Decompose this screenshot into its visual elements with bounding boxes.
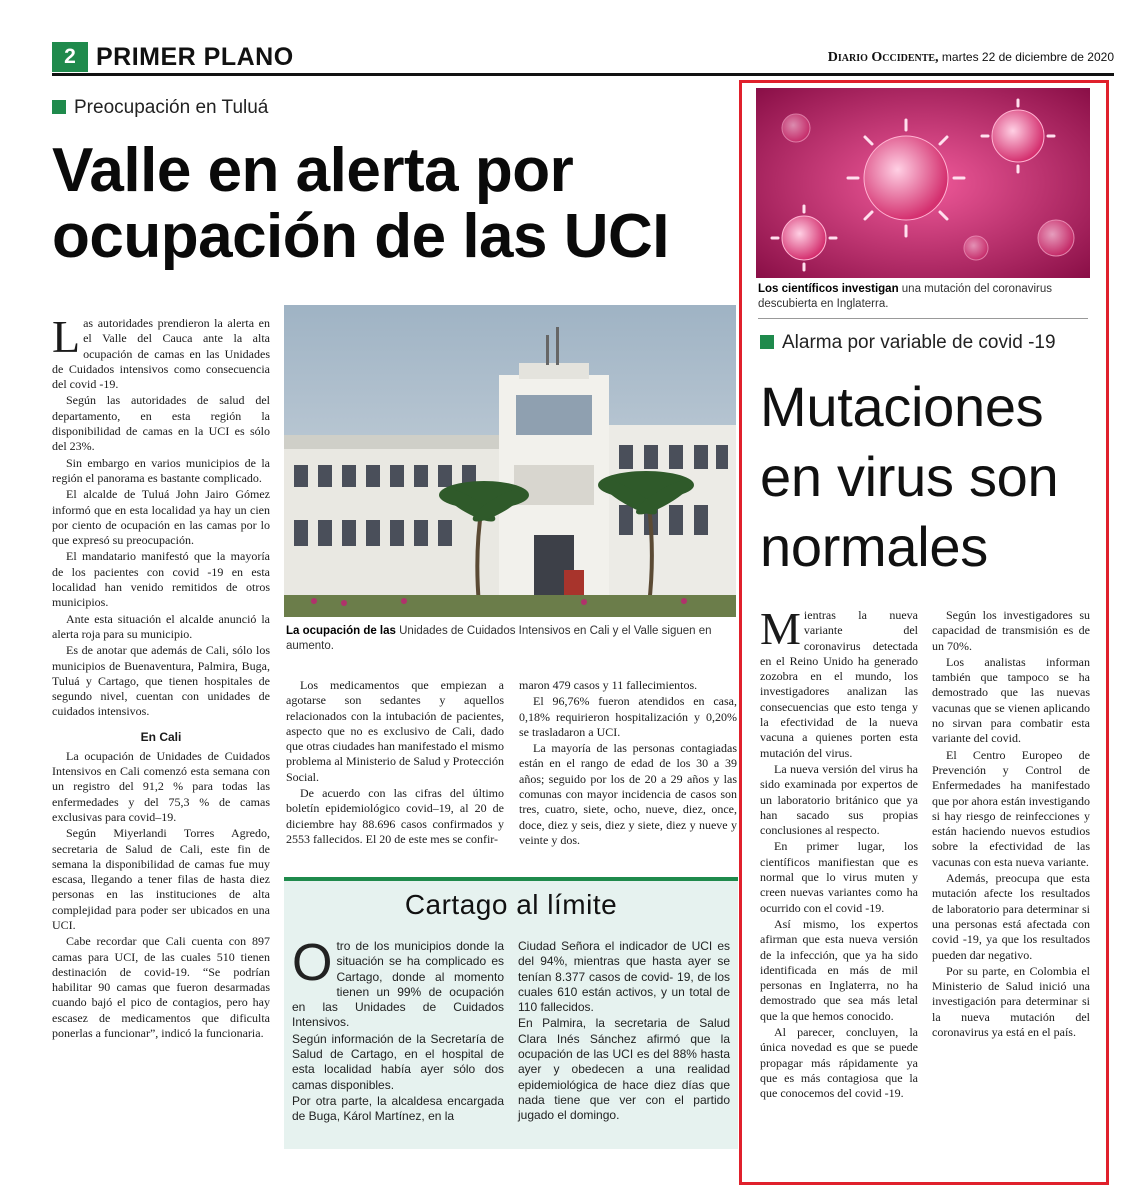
paragraph: Al parecer, concluyen, la única novedad es que se puede propagar más rápidamente ya que es más contagiosa que la que conocemos del covid -19. [760, 1025, 918, 1101]
header-rule [52, 73, 1114, 76]
cartago-column-1 [292, 934, 504, 1126]
subhead-en-cali: En Cali [140, 729, 182, 744]
hospital-photo [284, 305, 736, 617]
paragraph: maron 479 casos y 11 fallecimientos. [519, 678, 698, 692]
sidebar-column-1 [760, 603, 918, 1103]
paragraph: El 96,76% fueron atendidos en casa, 0,18% requirieron hospitalización y 0,20% se trasladaron a UCI. [519, 694, 737, 739]
dropcap: M [760, 603, 801, 654]
main-kicker-text: Preocupación en Tuluá [74, 97, 269, 118]
hospital-illustration [284, 305, 736, 617]
caption-lead: Los científicos investigan [758, 283, 899, 295]
paragraph: Por otra parte, la alcaldesa encargada de Buga, Károl Martínez, en la [292, 1093, 504, 1124]
virus-illustration [756, 88, 1090, 278]
cartago-box [284, 877, 738, 1149]
paragraph: La ocupación de Unidades de Cuidados Intensivos en Cali comenzó esta semana con un registro del 91,2 % para todas las enfermedades y del 75,3 % de camas exclusivas para covid–19. [52, 748, 270, 824]
paragraph: Además, preocupa que esta mutación afecte los resultados de laboratorio para determinar si una personas está afectada con covid -19, ya que los resultados pueden dar negativo. [932, 871, 1090, 962]
paragraph: Los medicamentos que empiezan a agotarse son sedantes y aquellos relacionados con la intubación de pacientes, aspecto que no es exclusivo de Cali, dado que otras ciudades han manifestado el mismo problema al Ministerio de Salud y Protección Social. [286, 678, 504, 784]
paragraph: Ciudad Señora el indicador de UCI es del 94%, mientras que hasta ayer se tenían 8.377 casos de covid- 19, de los cuales 610 están activos, y un total de 110 fallecidos. [518, 939, 730, 1015]
kicker-square-icon [52, 100, 66, 114]
sidebar-headline-line-2: en virus son [760, 445, 1059, 508]
paragraph [760, 603, 918, 761]
caption-text: Unidades de Cuidados Intensivos en Cali y el Valle siguen en aumento. [286, 625, 712, 652]
main-kicker [52, 96, 268, 120]
sidebar-kicker-text: Alarma por variable de covid -19 [782, 332, 1056, 353]
dropcap: O [292, 934, 333, 992]
paragraph: El Centro Europeo de Prevención y Control de Enfermedades ha manifestado que por ahora están investigando si hay riesgo de reinfecciones y están haciendo nuevos estudios sobre la efectividad de las vacunas con esta nueva variante. [932, 747, 1090, 869]
cartago-column-2 [518, 939, 730, 1125]
paragraph [52, 311, 270, 392]
paragraph-text: as autoridades prendieron la alerta en el Valle del Cauca ante la alta ocupación de camas en las Unidades de Cuidados intensivos como consecuencia del covid -19. [52, 316, 270, 392]
paragraph: De acuerdo con las cifras del último boletín epidemiológico covid–19, al 20 de diciembre hay 88.696 casos confirmados y 2553 fallecidos. El 20 de este mes se confir- [286, 786, 504, 846]
paragraph: Así mismo, los expertos afirman que esta nueva versión de la infección, que ya ha sido identificada en más de mil personas en Inglaterra, no ha demostrado que sea más letal que la que hemos conocido. [760, 916, 918, 1023]
paragraph: El alcalde de Tuluá John Jairo Gómez informó que en esta localidad ya hay un cien por ciento de ocupación en las camas por lo que expresó su preocupación. [52, 487, 270, 548]
virus-photo-caption [758, 282, 1092, 312]
paragraph: Los analistas informan también que tampoco se ha demostrado que las nuevas vacunas que se vienen aplicando no sirvan para combatir esta variante del covid. [932, 654, 1090, 746]
main-headline-line-1: Valle en alerta por [52, 136, 574, 205]
paper-name: Diario Occidente, [827, 50, 939, 65]
sidebar-headline-line-1: Mutaciones [760, 375, 1044, 438]
paragraph: Ante esta situación el alcalde anunció la alerta roja para su municipio. [52, 611, 270, 641]
paragraph: Según información de la Secretaría de Salud de Cartago, en el hospital de esta localidad había ayer sólo dos camas disponibles. [292, 1031, 504, 1092]
paragraph: Según Miyerlandi Torres Agredo, secretaria de Salud de Cali, este fin de semana la disponibilidad de camas fue muy escasa, llegando a tener filas de hasta diez personas en las instituciones de alta complejidad para poder ser ubicados en una UCI. [52, 826, 270, 932]
virus-photo [756, 88, 1090, 278]
main-column-2 [286, 678, 504, 848]
paragraph-text: ientras la nueva variante del coronavirus detectada en el Reino Unido ha generado zozobra en el mundo, los investigadores analizan las consecuencias que esto tenga y la efectividad de la nueva vacuna a quienes porten esta mutación del virus. [760, 608, 918, 760]
main-column-3 [519, 678, 737, 849]
paragraph: En Palmira, la secretaria de Salud Clara Inés Sánchez afirmó que la ocupación de las UCI es del 88% hasta ayer y obedecen a una realidad epidemiológica de hace diez días que nada tiene que ver con el partido jugado el domingo. [518, 1016, 730, 1123]
paragraph: Según los investigadores su capacidad de transmisión es de un 70%. [932, 608, 1090, 653]
paragraph: En primer lugar, los científicos manifiestan que es normal que lo virus muten y creen nuevas variantes como ha ocurrido con el covid -19. [760, 839, 918, 915]
paragraph: Sin embargo en varios municipios de la región el panorama es bastante complicado. [52, 455, 270, 485]
paragraph: La nueva versión del virus ha sido examinada por expertos de un laboratorio británico que ya han sacado sus propias conclusiones al respecto. [760, 761, 918, 838]
page-number: 2 [52, 42, 88, 72]
section-title: PRIMER PLANO [96, 43, 294, 71]
sidebar-column-2 [932, 608, 1090, 1041]
caption-text: una mutación del coronavirus descubierta en Inglaterra. [758, 283, 1053, 310]
caption-lead: La ocupación de las [286, 625, 396, 637]
hospital-photo-caption [286, 624, 736, 654]
main-headline-line-2: ocupación de las UCI [52, 202, 670, 271]
sidebar-headline [760, 372, 1100, 582]
kicker-square-icon [760, 335, 774, 349]
main-column-1 [52, 311, 270, 1042]
paragraph: Cabe recordar que Cali cuenta con 897 camas para UCI, de las cuales 510 tienen destinación de covid-19. “Se podrían habilitar 90 camas que fueron desarmadas cuando bajó el pico de contagios, pero hay escasez de medicamentos que dificulta ponerlas a funcionar”, indicó la funcionaria. [52, 934, 270, 1041]
dropcap: L [52, 311, 81, 362]
cartago-title: Cartago al límite [404, 889, 618, 920]
paragraph-text: tro de los municipios donde la situación se ha complicado es Cartago, donde al momento tienen un 99% de ocupación en las Unidades de Cuidados Intensivos. [292, 939, 504, 1030]
paragraph: Es de anotar que además de Cali, sólo los municipios de Buenaventura, Palmira, Buga, Tuluá y Cartago, que tienen hospitales de segundo nivel, cuentan con unidades de cuidados intensivos. [52, 643, 270, 719]
sidebar-headline-line-3: normales [760, 515, 988, 578]
paragraph [292, 934, 504, 1031]
paragraph: Por su parte, en Colombia el Ministerio de Salud inició una investigación para determinar si la nueva mutación del coronavirus ya está en el país. [932, 963, 1090, 1040]
paragraph: La mayoría de las personas contagiadas están en el rango de edad de los 30 a 39 años; seguido por los de 20 a 29 años y las comunas con mayor incidencia de casos son tres, cuatro, siete, ocho, nueve, diez, once, doce, diez y seis, diez y siete, diez y nueve y veinte y dos. [519, 741, 737, 847]
issue-date: martes 22 de diciembre de 2020 [938, 50, 1114, 64]
paragraph: El mandatario manifestó que la mayoría de los pacientes con covid -19 en esta localidad han venido remitidos de otros municipios. [52, 549, 270, 610]
paragraph: Según las autoridades de salud del departamento, en esta región la disponibilidad de camas en la UCI es sólo del 23%. [52, 393, 270, 454]
main-headline [52, 138, 742, 270]
masthead [828, 48, 1114, 67]
sidebar-rule [758, 318, 1088, 319]
sidebar-kicker [760, 331, 1056, 355]
